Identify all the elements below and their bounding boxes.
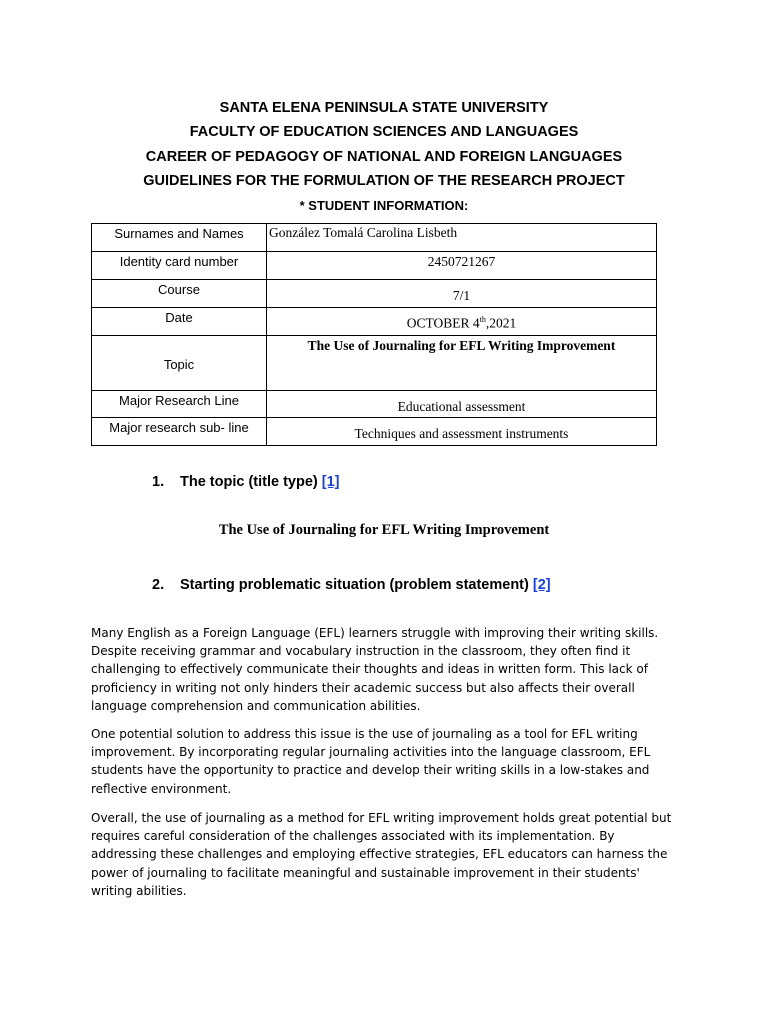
table-row (92, 418, 657, 446)
table-row (92, 391, 657, 418)
date-year: ,2021 (485, 315, 517, 331)
section-title: Starting problematic situation (problem statement) (180, 577, 529, 593)
footnote-link-2[interactable]: [2] (532, 577, 551, 593)
row-label: Major research sub- line (92, 418, 267, 446)
section-title: The topic (title type) (180, 474, 318, 490)
table-row (92, 224, 657, 252)
row-label: Date (92, 308, 267, 336)
date-suffix: th (479, 315, 486, 324)
table-row (92, 280, 657, 308)
section-1-heading (152, 473, 340, 491)
paragraph: One potential solution to address this issue is the use of journaling as a tool for EFL writing improvement. By incorporating regular journaling activities into the language classroom, EFL students have the opportunity to practice and develop their writing skills in a low-stakes and reflective environment. (91, 727, 651, 796)
paragraph: Overall, the use of journaling as a method for EFL writing improvement holds great potential but requires careful consideration of the challenges associated with its implementation. By addressing these challenges and employing effective strategies, EFL educators can harness the power of journaling to facilitate meaningful and sustainable improvement in their students' writing abilities. (91, 811, 672, 898)
section-number: 2. (152, 577, 165, 593)
research-subline-value: Techniques and assessment instruments (267, 418, 657, 446)
course-value: 7/1 (267, 280, 657, 308)
document-title: GUIDELINES FOR THE FORMULATION OF THE RESEARCH PROJECT (143, 173, 625, 189)
student-info-table (91, 223, 657, 446)
faculty-name: FACULTY OF EDUCATION SCIENCES AND LANGUAGES (189, 124, 579, 140)
identity-card-value: 2450721267 (267, 252, 657, 280)
career-name: CAREER OF PEDAGOGY OF NATIONAL AND FOREIGN LANGUAGES (145, 149, 623, 165)
student-name-value: González Tomalá Carolina Lisbeth (267, 224, 657, 252)
row-label: Course (92, 280, 267, 308)
topic-title: The Use of Journaling for EFL Writing Improvement (218, 522, 550, 538)
table-row (92, 252, 657, 280)
table-row (92, 308, 657, 336)
row-label: Topic (92, 336, 267, 391)
paragraph: Many English as a Foreign Language (EFL) learners struggle with improving their writing skills. Despite receiving grammar and vocabulary instruction in the classroom, they often find it challenging to effectively communicate their thoughts and ideas in written form. This lack of proficiency in writing not only hinders their academic success but also affects their overall language comprehension and communication abilities. (91, 626, 659, 713)
university-name: SANTA ELENA PENINSULA STATE UNIVERSITY (219, 100, 549, 116)
row-label: Major Research Line (92, 391, 267, 418)
student-info-subtitle: * STUDENT INFORMATION: (299, 198, 469, 213)
section-number: 1. (152, 474, 165, 490)
date-main: OCTOBER 4 (406, 315, 480, 331)
date-value (267, 308, 657, 336)
table-row (92, 336, 657, 391)
footnote-link-1[interactable]: [1] (321, 474, 340, 490)
row-label: Surnames and Names (92, 224, 267, 252)
row-label: Identity card number (92, 252, 267, 280)
topic-value: The Use of Journaling for EFL Writing Improvement (267, 336, 657, 391)
section-2-heading (152, 576, 551, 594)
research-line-value: Educational assessment (267, 391, 657, 418)
